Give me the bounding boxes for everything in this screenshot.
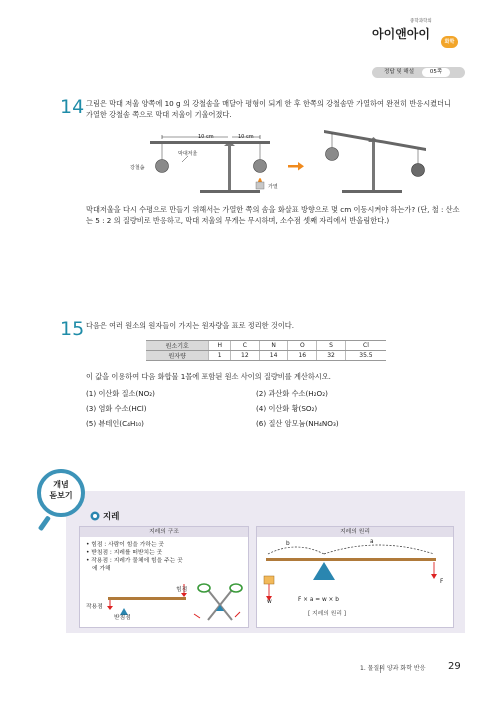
action-point-label: 작용점 bbox=[86, 604, 103, 610]
answer-ref-label: 정답 및 해설 bbox=[384, 69, 415, 75]
list-item: (2) 과산화 수소(H₂O₂) bbox=[256, 389, 328, 398]
panel-title: 지레의 구조 bbox=[80, 527, 248, 537]
table-cell: 12 bbox=[231, 351, 260, 361]
question-15-text: 다음은 여러 원소의 원자들이 가지는 원자량을 표로 정리한 것이다. bbox=[86, 321, 295, 330]
table-cell: 1 bbox=[209, 351, 231, 361]
brand-subtitle: 중학과학의 bbox=[410, 19, 432, 24]
table-cell: C bbox=[231, 341, 260, 351]
lever-principle-figure bbox=[258, 538, 452, 616]
distance-right-label: 10 cm bbox=[238, 134, 254, 140]
heat-label: 가열 bbox=[268, 184, 278, 190]
table-cell: S bbox=[317, 341, 346, 351]
distance-b-label: b bbox=[286, 541, 290, 547]
subject-badge: 화학 bbox=[441, 36, 458, 48]
bullet-action-point: • 작용점 : 지레가 물체에 힘을 주는 곳 bbox=[86, 558, 183, 564]
bullet-fulcrum: • 받침점 : 지레를 떠받치는 곳 bbox=[86, 550, 163, 556]
lever-structure-figure bbox=[80, 578, 248, 626]
table-cell: Cl bbox=[345, 341, 386, 351]
table-cell: 16 bbox=[288, 351, 317, 361]
question-15-number: 15 bbox=[60, 318, 85, 340]
table-cell: 14 bbox=[259, 351, 288, 361]
table-row-header: 원자량 bbox=[146, 351, 209, 361]
burner-icon bbox=[256, 182, 264, 189]
question-14-number: 14 bbox=[60, 96, 85, 118]
list-item: (6) 질산 암모늄(NH₄NO₃) bbox=[256, 419, 339, 428]
table-row bbox=[146, 341, 386, 351]
weight-w-label: w bbox=[267, 599, 272, 605]
table-cell: H bbox=[209, 341, 231, 351]
question-14-followup-line2: 는 5 : 2 의 질량비로 반응하고, 막대 저울의 무게는 무시하며, 소수점 셋째 자리에서 반올림한다.) bbox=[86, 216, 390, 225]
distance-left-label: 10 cm bbox=[198, 134, 214, 140]
question-15-instruction: 이 값을 이용하여 다음 화합물 1몰에 포함된 원소 사이의 질량비를 계산하시오. bbox=[86, 372, 331, 381]
concept-badge-line2: 돋보기 bbox=[49, 491, 73, 500]
list-item: (5) 뷰테인(C₄H₁₀) bbox=[86, 419, 144, 428]
steel-wool-right bbox=[254, 160, 267, 173]
atomic-mass-table bbox=[146, 340, 386, 361]
scissors-icon bbox=[194, 584, 242, 620]
balance-rod bbox=[150, 141, 270, 144]
bullet-force-point: • 힘점 : 사람이 힘을 가하는 곳 bbox=[86, 542, 165, 548]
fulcrum-label: 받침점 bbox=[114, 615, 131, 621]
balance-after bbox=[324, 130, 426, 193]
arrow-icon bbox=[288, 162, 304, 171]
panel-title: 지레의 원리 bbox=[257, 527, 453, 537]
brand-title: 아이앤아이 bbox=[372, 27, 430, 41]
table-cell: 32 bbox=[317, 351, 346, 361]
concept-title: 지레 bbox=[103, 512, 120, 522]
footer-chapter: 1. 물질의 양과 화학 반응 bbox=[360, 665, 426, 672]
list-item: (3) 염화 수소(HCl) bbox=[86, 404, 147, 413]
table-cell: N bbox=[259, 341, 288, 351]
bullet-continuation: 에 가해 bbox=[92, 566, 111, 572]
question-14-text-line2: 가열한 강철솜 쪽으로 막대 저울이 기울어졌다. bbox=[86, 110, 232, 119]
balance-figure bbox=[110, 128, 450, 198]
list-item: (4) 이산화 황(SO₂) bbox=[256, 404, 318, 413]
table-cell: O bbox=[288, 341, 317, 351]
list-item: (1) 이산화 질소(NO₂) bbox=[86, 389, 155, 398]
table-row-header: 원소기호 bbox=[146, 341, 209, 351]
table-row bbox=[146, 351, 386, 361]
answer-ref-page: 05쪽 bbox=[422, 68, 450, 77]
steel-wool-left bbox=[156, 160, 169, 173]
force-point-label: 힘점 bbox=[176, 587, 188, 593]
question-14-text-line1: 그림은 막대 저울 양쪽에 10 g 의 강철솜을 매달아 평형이 되게 한 후 한쪽의 강철솜만 가열하여 완전히 반응시켰더니 bbox=[86, 99, 451, 108]
question-14-followup-line1: 막대저울을 다시 수평으로 만들기 위해서는 가열한 쪽의 솜을 화살표 방향으로 몇 cm 이동시켜야 하는가? (단, 철 : 산소 bbox=[86, 205, 460, 214]
principle-caption: [ 지레의 원리 ] bbox=[308, 611, 347, 617]
distance-a-label: a bbox=[370, 539, 374, 545]
table-cell: 35.5 bbox=[345, 351, 386, 361]
force-F-label: F bbox=[440, 579, 444, 585]
steel-wool-label: 강철솜 bbox=[130, 165, 145, 171]
title-bullet-icon bbox=[90, 511, 100, 521]
lever-equation: F × a = w × b bbox=[298, 597, 339, 603]
balance-before bbox=[150, 135, 270, 193]
rod-label: 막대저울 bbox=[178, 151, 198, 157]
concept-badge-line1: 개념 bbox=[53, 480, 69, 489]
flame-icon bbox=[258, 178, 262, 182]
page-number: 29 bbox=[448, 661, 461, 672]
